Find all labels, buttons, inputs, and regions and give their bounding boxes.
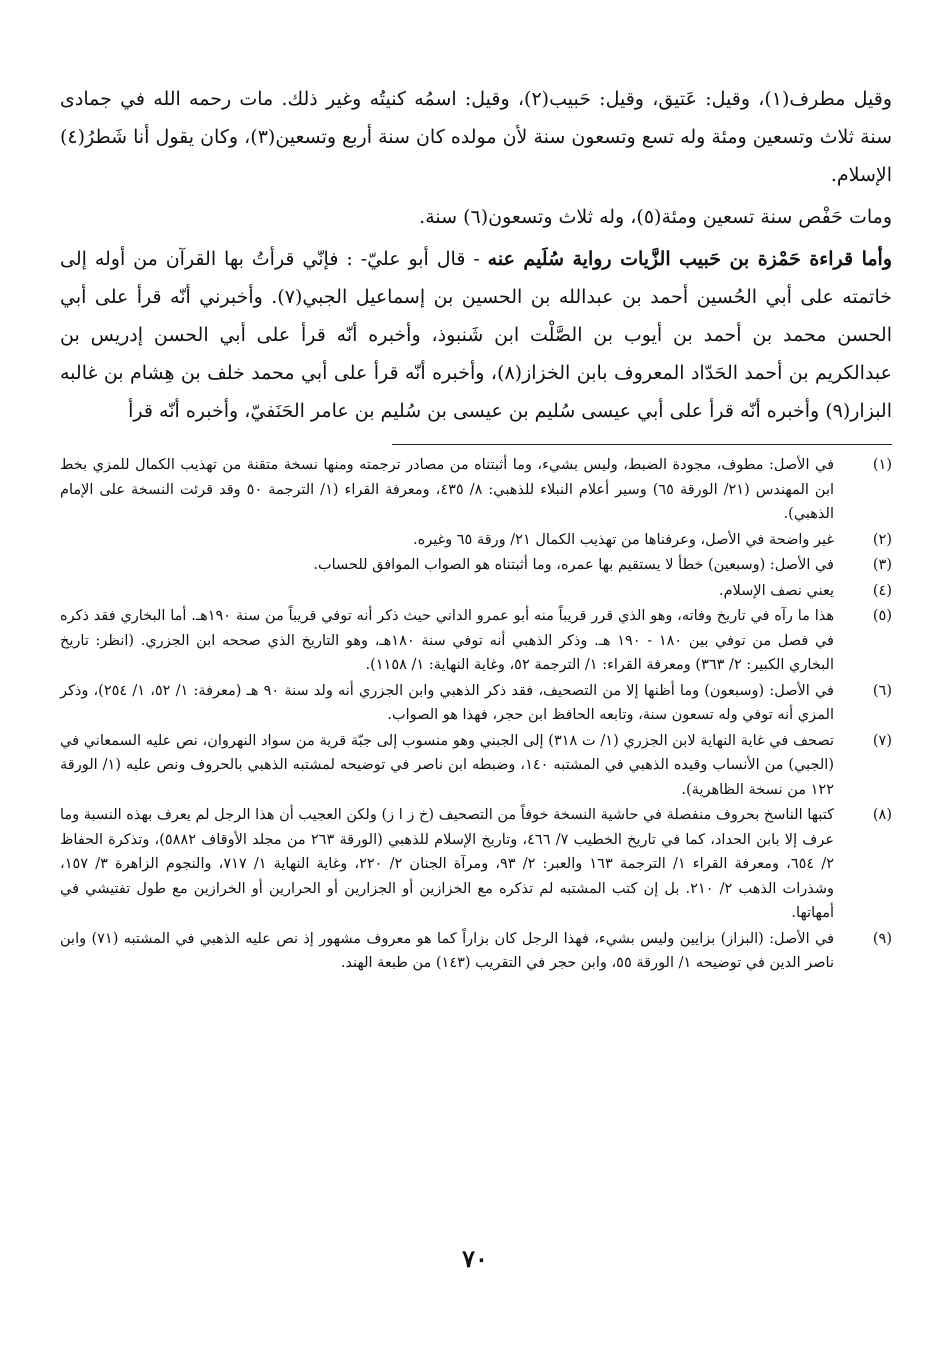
footnotes xyxy=(60,453,892,976)
footnote xyxy=(60,604,892,678)
footnote xyxy=(60,528,892,553)
footnote-number: (٣) xyxy=(872,557,892,573)
footnote-text: هذا ما رآه في تاريخ وفاته، وهو الذي قرر قريباً منه أبو عمرو الداني حيث ذكر أنه توفي قريباً من سنة ١٩٠هـ. أما البخاري فقد ذكره في فصل من توفي بين ١٨٠ - ١٩٠ هـ. وذكر الذهبي أنه توفي سنة ١٨٠هـ، وهو التاريخ الذي صححه ابن الجزري. (انظر: تاريخ البخاري الكبير: ٢/ ٣٦٣) ومعرفة القراء: ١/ الترجمة ٥٢، وغاية النهاية: ١/ ١١٥٨). xyxy=(60,608,834,673)
footnote-number: (٨) xyxy=(872,807,892,823)
paragraph-1: وقيل مطرف(١)، وقيل: عَتيق، وقيل: حَبيب(٢)، وقيل: اسمُه كنيتُه وغير ذلك. مات رحمه الله في جمادى سنة ثلاث وتسعين ومئة وله تسع وتسعون سنة لأن مولده كان سنة أربع وتسعين(٣)، وكان يقول أنا شَطرُ(٤) الإسلام. xyxy=(60,88,892,186)
footnote-number: (٧) xyxy=(872,732,892,749)
paragraph-3-body: - قال أبو عليّ- : فإنّي قرأتُ بها القرآن من أوله إلى خاتمته على أبي الحُسين أحمد بن عبدالله بن الحسين بن إسماعيل الجبي(٧). وأخبرني أنّه قرأ على أبي الحسن محمد بن أحمد بن أيوب بن الصَّلْت ابن شَنبوذ، وأخبره أنّه قرأ على أبي الحسن إدريس بن عبدالكريم بن أحمد الحَدّاد المعروف بابن الخزاز(٨)، وأخبره أنّه قرأ على أبي محمد خلف بن هِشام بن غالبه البزار(٩) وأخبره أنّه قرأ على أبي عيسى سُليم بن عيسى بن سُليم بن عامر الحَنَفيّ، وأخبره أنّه قرأ xyxy=(60,248,893,422)
footnote xyxy=(60,553,892,578)
footnote-text: غير واضحة في الأصل، وعرفناها من تهذيب الكمال ٢١/ ورقة ٦٥ وغيره. xyxy=(412,531,834,548)
page-content xyxy=(60,80,892,977)
footnote-text: في الأصل: (وسبعون) وما أظنها إلا من التصحيف، فقد ذكر الذهبي وابن الجزري أنه ولد سنة ٩٠ هـ (معرفة: ١/ ٥٢، ١/ ٢٥٤)، وذكر المزي أنه توفي وله تسعون سنة، وتابعه الحافظ ابن حجر، فهذا هو الصواب. xyxy=(60,682,834,723)
paragraph-3 xyxy=(60,240,892,430)
footnote xyxy=(60,729,892,803)
paragraph-2: ومات حَفْص سنة تسعين ومئة(٥)، وله ثلاث وتسعون(٦) سنة. xyxy=(419,206,892,228)
footnote xyxy=(60,679,892,728)
section-heading: وأما قراءة حَمْزة بن حَبيب الزَّيات رواية سُلَيم عنه xyxy=(487,248,892,270)
footnote-text: في الأصل: مطوف، مجودة الضبط، وليس بشيء، وما أثبتناه من مصادر ترجمته ومنها نسخة متقنة من تهذيب الكمال للمزي بخط ابن المهندس (٢١/ الورقة ٦٥) وسير أعلام النبلاء للذهبي: ٨/ ٤٣٥، ومعرفة القراء (١/ الترجمة ٥٠ وقد قرئت النسخة على الإمام الذهبي). xyxy=(60,457,835,522)
footnote-divider xyxy=(392,444,892,445)
footnote-number: (٥) xyxy=(872,608,892,624)
footnote-text: في الأصل: (البزاز) بزايين وليس بشيء، فهذا الرجل كان بزاراً كما هو معروف مشهور إذ نص عليه الذهبي في المشتبه (٧١) وابن ناصر الدين في توضيحه ١/ الورقة ٥٥، وابن حجر في التقريب (١٤٣) من طبعة الهند. xyxy=(60,930,835,971)
footnote xyxy=(60,453,892,527)
footnote-number: (٩) xyxy=(872,930,892,947)
footnote-number: (١) xyxy=(872,457,892,473)
footnote-number: (٤) xyxy=(872,582,892,599)
footnote-number: (٢) xyxy=(872,531,892,548)
page-number: ٧٠ xyxy=(462,1244,488,1273)
footnote-text: كتبها الناسخ بحروف منفصلة في حاشية النسخة خوفاً من التصحيف (خ ز ا ز) ولكن العجيب أن هذا الرجل لم يعرف بهذه النسبة وما عرف إلا بابن الحداد، كما في تاريخ الخطيب ٧/ ٤٦٦، وتاريخ الإسلام للذهبي (الورقة ٢٦٣ من مجلد الأوقاف ٥٨٨٢)، وتذكرة الحفاظ ٢/ ٦٥٤، ومعرفة القراء ١/ الترجمة ١٦٣ والعبر: ٢/ ٩٣، ومرآة الجنان ٢/ ٢٢٠، وغاية النهاية ١/ ٧١٧، والنجوم الزاهرة ٣/ ١٥٧، وشذرات الذهب ٢/ ٢١٠. بل إن كتب المشتبه لم تذكره مع الخزازين أو الجزارين أو الحرارين أو الخرازين مع طول تفتيشي في أمهاتها. xyxy=(59,807,834,921)
footnote xyxy=(60,579,892,604)
footnote-number: (٦) xyxy=(872,682,892,699)
footnote xyxy=(60,803,892,926)
main-text xyxy=(60,80,892,430)
footnote-text: تصحف في غاية النهاية لابن الجزري (١/ ت ٣١٨) إلى الجبني وهو منسوب إلى جبّة قرية من سواد النهروان، نص عليه السمعاني في (الجبي) من الأنساب وقيده الذهبي في المشتبه ١٤٠، وضبطه ابن ناصر في توضيحه لمشتبه الذهبي بالحروف ونص عليه (١/ الورقة ١٢٢ من نسخة الظاهرية). xyxy=(60,732,834,798)
footnote xyxy=(60,927,892,976)
footnote-text: في الأصل: (وسبعين) خطأ لا يستقيم بها عمره، وما أثبتناه هو الصواب الموافق للحساب. xyxy=(313,557,834,573)
footnote-text: يعني نصف الإسلام. xyxy=(718,582,834,599)
